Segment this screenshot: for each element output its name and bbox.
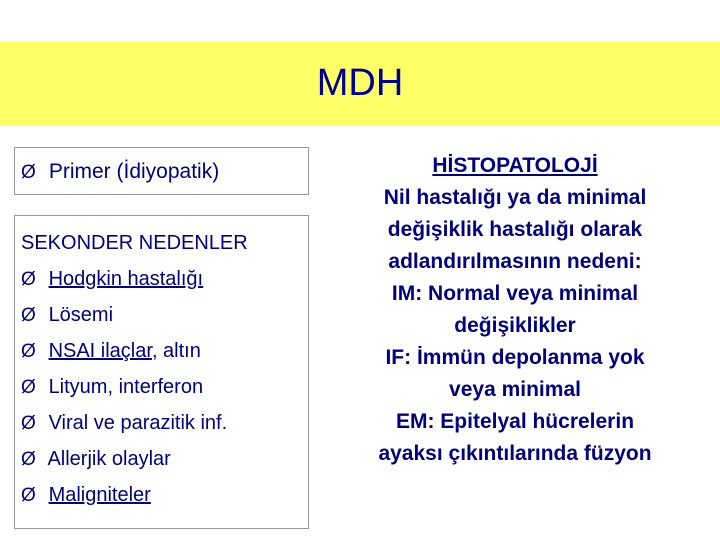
arrow-bullet-icon: Ø: [21, 485, 36, 506]
histo-line: Nil hastalığı ya da minimal: [383, 186, 647, 209]
arrow-bullet-icon: Ø: [21, 305, 36, 326]
list-item: [21, 304, 113, 327]
list-item-text: Maligniteler: [48, 484, 151, 506]
histo-line: IM: Normal veya minimal: [391, 282, 639, 305]
list-item-text: NSAI ilaçlar: [48, 340, 152, 362]
secondary-causes-box: [14, 215, 309, 529]
histopathology-heading: HİSTOPATOLOJİ: [432, 154, 598, 177]
arrow-bullet-icon: Ø: [21, 413, 36, 434]
list-item: [21, 376, 203, 399]
list-item: [21, 448, 171, 471]
arrow-bullet-icon: Ø: [21, 162, 36, 183]
list-item-text: Lösemi: [48, 304, 114, 326]
histo-line: EM: Epitelyal hücrelerin: [395, 410, 635, 433]
secondary-heading: SEKONDER NEDENLER: [21, 232, 248, 254]
primary-item-text: Primer (İdiyopatik): [48, 160, 220, 183]
list-item: [21, 484, 151, 507]
histo-line: adlandırılmasının nedeni:: [388, 250, 642, 273]
list-item-text: Viral ve parazitik inf.: [48, 412, 228, 434]
histo-line: değişiklik hastalığı olarak: [387, 218, 643, 241]
list-item-text: Hodgkin hastalığı: [48, 268, 204, 290]
list-item-text-rest: , altın: [151, 340, 201, 362]
primary-box: [14, 147, 309, 195]
arrow-bullet-icon: Ø: [21, 449, 36, 470]
primary-item: [21, 160, 219, 184]
list-item-text: Allerjik olaylar: [47, 448, 171, 470]
arrow-bullet-icon: Ø: [21, 377, 36, 398]
list-item-text: Lityum, interferon: [48, 376, 204, 398]
histo-line: değişiklikler: [454, 314, 576, 337]
arrow-bullet-icon: Ø: [21, 341, 36, 362]
histo-line: veya minimal: [449, 378, 581, 401]
histopathology-section: [318, 150, 712, 470]
list-item: [21, 412, 227, 435]
list-item: [21, 268, 203, 291]
histo-line: ayaksı çıkıntılarında füzyon: [378, 442, 652, 465]
histo-line: IF: İmmün depolanma yok: [385, 346, 645, 369]
arrow-bullet-icon: Ø: [21, 269, 36, 290]
list-item: [21, 340, 201, 363]
page-title: MDH: [316, 62, 404, 104]
